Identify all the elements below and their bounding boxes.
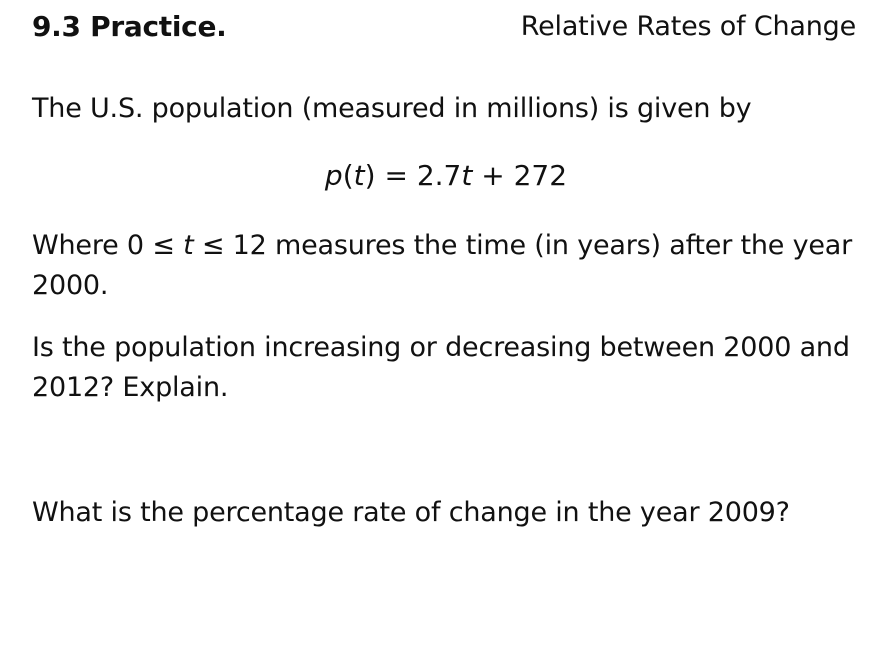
formula-constant: 272	[513, 159, 568, 192]
question-2: What is the percentage rate of change in the year 2009?	[32, 497, 790, 528]
topic-title: Relative Rates of Change	[520, 10, 856, 42]
intro-text: The U.S. population (measured in millions) is given by	[32, 93, 752, 124]
formula-equals: =	[375, 159, 417, 192]
formula-open-paren: (	[342, 159, 354, 192]
formula-variable: t	[353, 159, 365, 192]
domain-variable: t	[183, 230, 194, 261]
domain-suffix: ≤ 12 measures the time (in years) after the year 2000.	[32, 230, 861, 301]
formula-coefficient: 2.7	[416, 159, 462, 192]
domain-prefix: Where 0 ≤	[32, 230, 184, 261]
population-formula	[0, 156, 892, 196]
question-1: Is the population increasing or decreasing between 2000 and 2012? Explain.	[32, 332, 850, 403]
slide-header	[32, 4, 856, 48]
formula-function: p	[324, 159, 343, 192]
section-title: 9.3 Practice.	[32, 9, 227, 43]
domain-text	[32, 226, 862, 306]
formula-variable-2: t	[461, 159, 473, 192]
formula-plus: +	[472, 159, 514, 192]
formula-close-paren: )	[364, 159, 376, 192]
